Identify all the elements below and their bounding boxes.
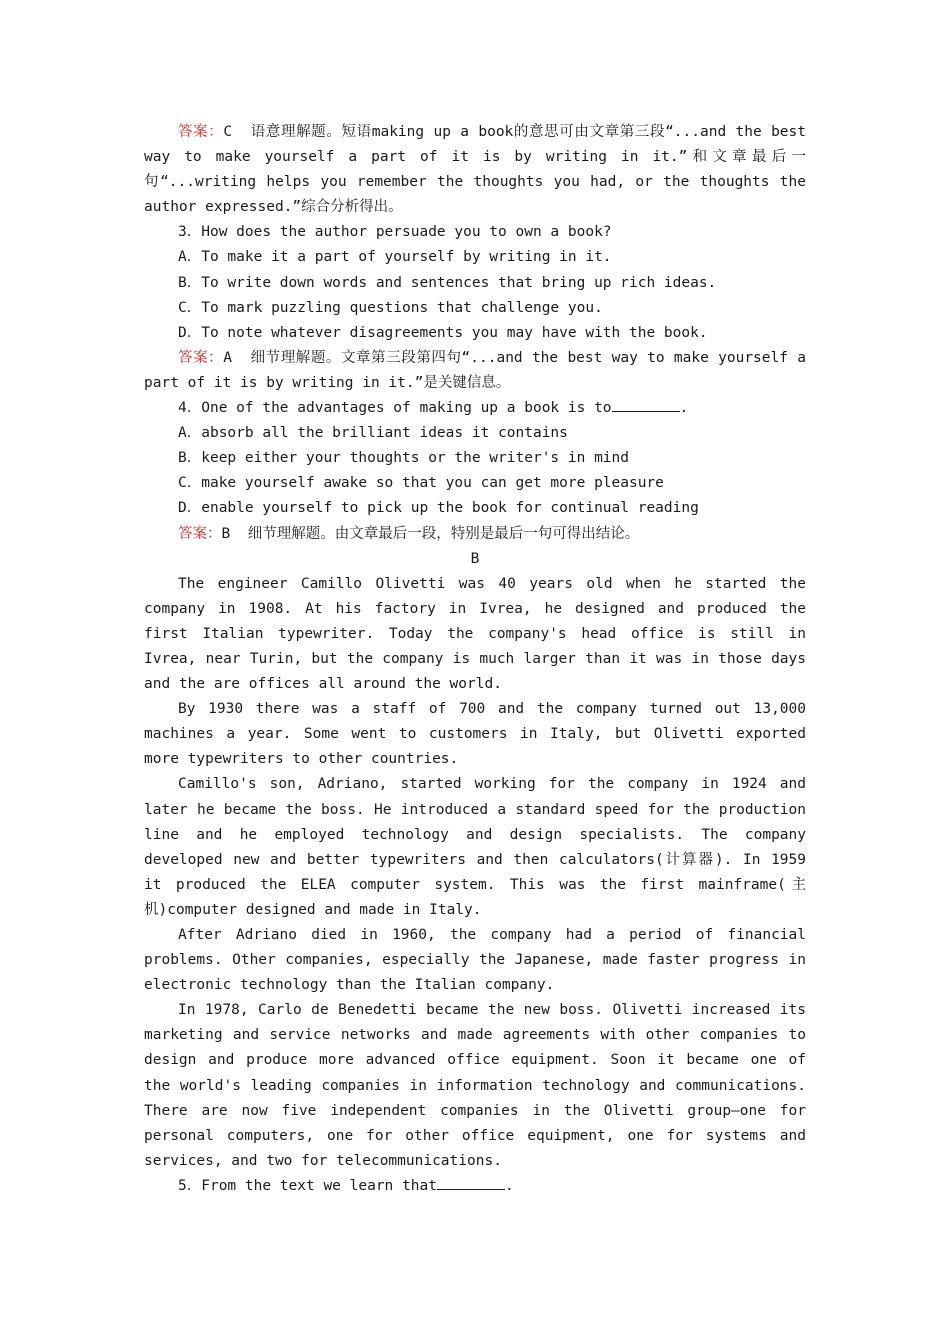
answer-explanation: 细节理解题。由文章最后一段，特别是最后一句可得出结论。 <box>247 525 640 542</box>
passage-paragraph: Camillo's son, Adriano, started working for the company in 1924 and later he became the boss. He introduced a standard speed for the production line and he employed technology and design specialists. The company developed new and better typewriters and then calculators(计算器). In 1959 it produced the ELEA computer system. This was the first mainframe(主机)computer designed and made in Italy. <box>144 776 806 918</box>
answer-q3 <box>144 346 806 396</box>
section-heading: B <box>470 550 480 567</box>
passage-paragraph: The engineer Camillo Olivetti was 40 years old when he started the company in 1908. At his factory in Ivrea, he designed and produced the first Italian typewriter. Today the company's head office is still in Ivrea, near Turin, but the company is much larger than it was in those days and the are offices all around the world. <box>144 575 806 693</box>
question-3-option-a: A．To make it a part of yourself by writing in it. <box>178 249 612 266</box>
question-5-text: 5．From the text we learn that <box>178 1177 437 1194</box>
answer-letter: C <box>223 124 233 140</box>
answer-blank <box>437 1175 505 1190</box>
question-4-period: . <box>679 400 689 417</box>
question-3-stem: 3．How does the author persuade you to own a book? <box>178 224 612 241</box>
question-3-option-d: D．To note whatever disagreements you may have with the book. <box>178 324 708 341</box>
answer-explanation: 细节理解题。文章第三段第四句“...and the best way to make yourself a part of it is by writing in it.”是关键信息。 <box>144 349 806 391</box>
question-4-stem <box>144 396 806 421</box>
question-4-option-d: D．enable yourself to pick up the book for continual reading <box>178 500 699 517</box>
question-5-stem <box>144 1174 806 1199</box>
question-4-text: 4．One of the advantages of making up a book is to <box>178 400 612 417</box>
document-page <box>144 120 806 1199</box>
question-5-period: . <box>504 1177 514 1194</box>
question-3-option-c: C．To mark puzzling questions that challenge you. <box>178 299 603 316</box>
answer-label: 答案： <box>178 349 224 366</box>
question-4-option-b: B．keep either your thoughts or the writer's in mind <box>178 450 629 467</box>
answer-label: 答案： <box>178 124 224 140</box>
question-4-option-c: C．make yourself awake so that you can get more pleasure <box>178 475 664 492</box>
answer-q2 <box>144 120 806 220</box>
answer-blank <box>612 397 680 412</box>
answer-label: 答案： <box>178 525 222 542</box>
passage-paragraph: In 1978, Carlo de Benedetti became the new boss. Olivetti increased its marketing and service networks and made agreements with other companies to design and produce more advanced office equipment. Soon it became one of the world's leading companies in information technology and communications. There are now five independent companies in the Olivetti group—one for personal computers, one for other office equipment, one for systems and services, and two for telecommunications. <box>144 1002 806 1169</box>
answer-letter: A <box>223 349 232 366</box>
passage-paragraph: After Adriano died in 1960, the company had a period of financial problems. Other companies, especially the Japanese, made faster progress in electronic technology than the Italian company. <box>144 927 806 994</box>
passage-paragraph: By 1930 there was a staff of 700 and the company turned out 13,000 machines a year. Some went to customers in Italy, but Olivetti exported more typewriters to other countries. <box>144 701 806 768</box>
question-4-option-a: A．absorb all the brilliant ideas it contains <box>178 425 568 442</box>
answer-explanation: 语意理解题。短语making up a book的意思可由文章第三段“...and the best way to make yourself a part of it is by writing in it.”和文章最后一句“...writing helps you remember the thoughts you had, or the thoughts the author expressed.”综合分析得出。 <box>144 124 806 216</box>
answer-letter: B <box>221 525 231 542</box>
answer-q4 <box>144 522 806 547</box>
question-3-option-b: B．To write down words and sentences that bring up rich ideas. <box>178 274 717 291</box>
